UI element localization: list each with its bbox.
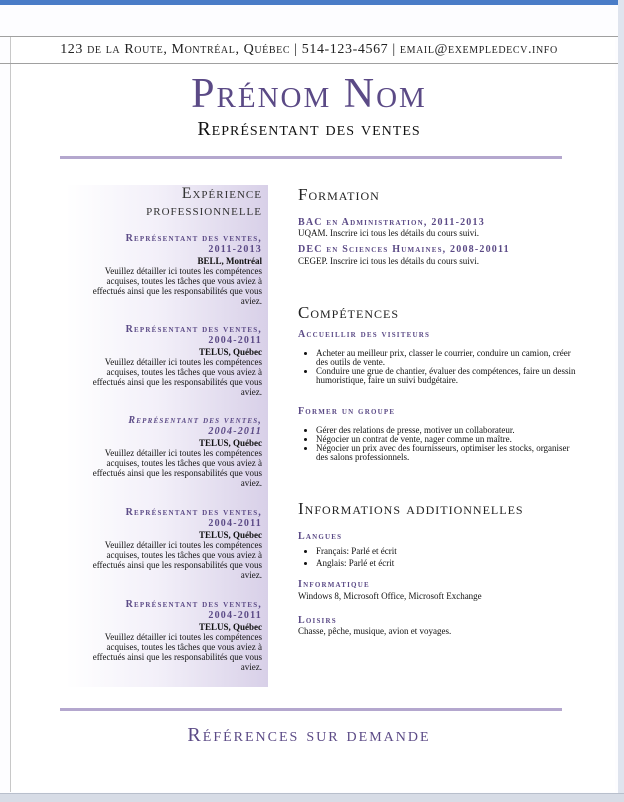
job-years: 2004-2011 [208, 335, 262, 346]
formation-degree: DEC en Sciences Humaines, 2008-20011 [298, 244, 510, 255]
scrollbar-track[interactable] [618, 0, 624, 802]
experience-heading: Expérience professionnelle [146, 185, 262, 219]
job-position: Représentant des ventes, [125, 599, 262, 610]
job-description: Veuillez détailler ici toutes les compétences acquises, toutes les tâches que vous aviez à effectués ainsi que les responsabilités que vous aviez. [92, 357, 262, 397]
competence-group-title: Accueillir des visiteurs [298, 329, 431, 340]
job-company: TELUS, Québec [198, 347, 262, 357]
job-years: 2004-2011 [208, 426, 262, 437]
window-top-bar [0, 0, 624, 5]
job-position: Représentant des ventes, [128, 415, 262, 426]
informatique-label: Informatique [298, 579, 370, 590]
window-bottom-bar [0, 793, 624, 802]
infos-heading: Informations additionnelles [298, 499, 524, 518]
loisirs-label: Loisirs [298, 615, 337, 626]
formation-detail: CEGEP. Inscrire ici tous les détails du cours suivi. [298, 256, 479, 266]
job-company: TELUS, Québec [198, 622, 262, 632]
contact-line: 123 de la Route, Montréal, Québec | 514-123-4567 | email@exempledecv.info [0, 36, 618, 64]
experience-entry [82, 324, 262, 397]
job-years: 2011-2013 [208, 244, 262, 255]
job-position: Représentant des ventes, [125, 507, 262, 518]
list-item: • Négocier un prix avec des fournisseurs, optimiser les stocks, organiser des salons professionnels. [316, 444, 576, 462]
list-item: • Conduire une grue de chantier, évaluer des compétences, faire un dessin humoristique, faire un suivi budgétaire. [316, 367, 576, 385]
job-company: TELUS, Québec [198, 530, 262, 540]
job-company: TELUS, Québec [198, 438, 262, 448]
job-years: 2004-2011 [208, 518, 262, 529]
formation-heading: Formation [298, 185, 380, 204]
formation-detail: UQAM. Inscrire ici tous les détails du cours suivi. [298, 228, 479, 238]
competence-list [298, 349, 576, 385]
experience-entry [82, 415, 262, 488]
experience-column [66, 185, 268, 687]
job-position: Représentant des ventes, [125, 233, 262, 244]
langues-list [298, 545, 576, 569]
divider-top [60, 156, 562, 159]
competences-heading: Compétences [298, 303, 400, 322]
experience-entry [82, 599, 262, 672]
divider-bottom [60, 708, 562, 711]
loisirs-text: Chasse, pêche, musique, avion et voyages. [298, 626, 452, 636]
list-item: • Français: Parlé et écrit [316, 545, 576, 557]
informatique-text: Windows 8, Microsoft Office, Microsoft Exchange [298, 591, 482, 601]
list-item: • Négocier un contrat de vente, nager comme un maître. [316, 435, 576, 444]
list-item: • Anglais: Parlé et écrit [316, 557, 576, 569]
job-years: 2004-2011 [208, 610, 262, 621]
competence-group-title: Former un groupe [298, 406, 396, 417]
job-description: Veuillez détailler ici toutes les compétences acquises, toutes les tâches que vous aviez à effectués ainsi que les responsabilités que vous aviez. [92, 540, 262, 580]
competence-list [298, 426, 576, 462]
job-description: Veuillez détailler ici toutes les compétences acquises, toutes les tâches que vous aviez à effectués ainsi que les responsabilités que vous aviez. [92, 266, 262, 306]
job-description: Veuillez détailler ici toutes les compétences acquises, toutes les tâches que vous aviez à effectués ainsi que les responsabilités que vous aviez. [92, 632, 262, 672]
formation-degree: BAC en Administration, 2011-2013 [298, 217, 485, 228]
job-position: Représentant des ventes, [125, 324, 262, 335]
experience-entry [82, 233, 262, 306]
list-item: • Gérer des relations de presse, motiver un collaborateur. [316, 426, 576, 435]
job-title: Représentant des ventes [197, 118, 421, 140]
langues-label: Langues [298, 531, 343, 542]
list-item: • Acheter au meilleur prix, classer le courrier, conduire un camion, créer des outils de vente. [316, 349, 576, 367]
job-company: BELL, Montréal [197, 256, 262, 266]
references-line: Références sur demande [187, 724, 431, 746]
experience-entry [82, 507, 262, 580]
candidate-name: Prénom Nom [191, 71, 427, 117]
job-description: Veuillez détailler ici toutes les compétences acquises, toutes les tâches que vous aviez à effectués ainsi que les responsabilités que vous aviez. [92, 448, 262, 488]
